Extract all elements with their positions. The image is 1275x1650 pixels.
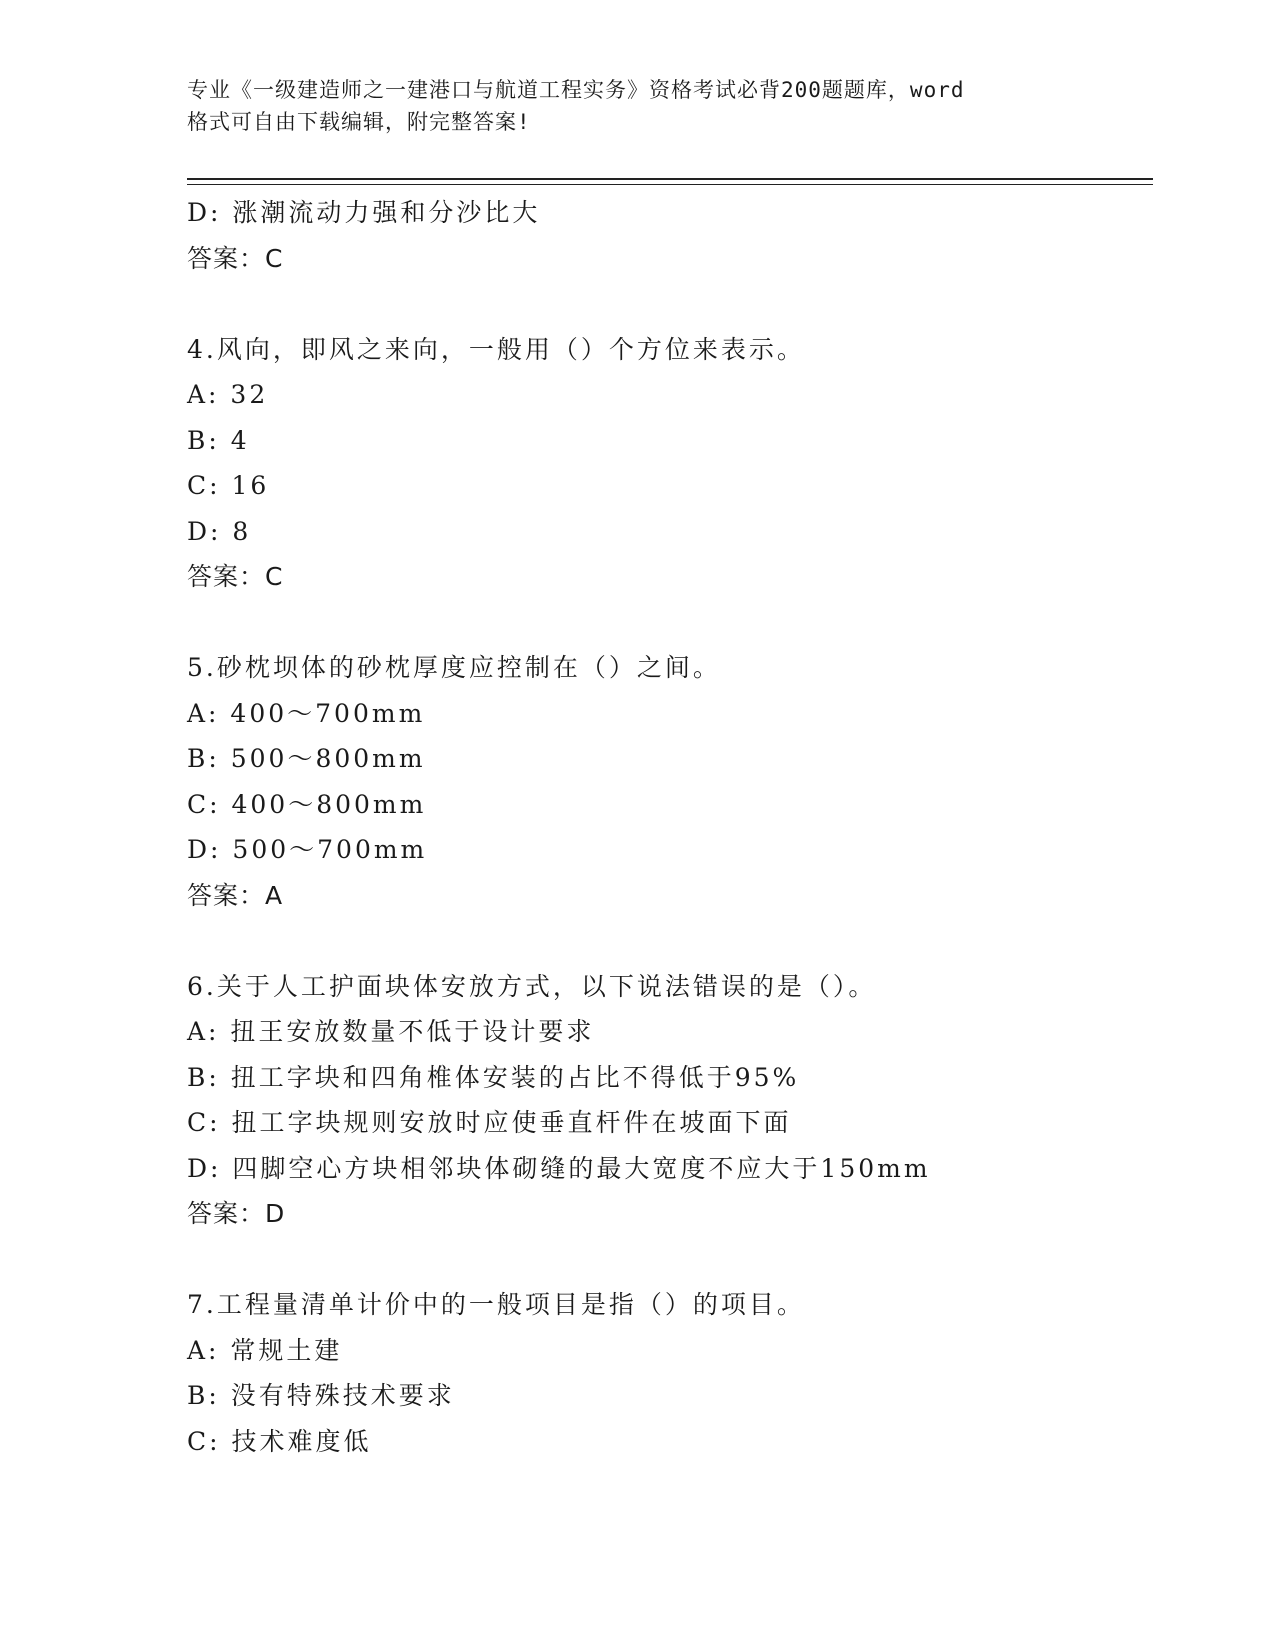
- option-c: C: 16: [187, 471, 270, 500]
- option-d: D: 四脚空心方块相邻块体砌缝的最大宽度不应大于150mm: [187, 1153, 931, 1183]
- question-block-6: [187, 964, 1153, 1237]
- question-text: 5.砂枕坝体的砂枕厚度应控制在（）之间。: [187, 653, 721, 682]
- option-c: C: 400～800mm: [187, 789, 427, 819]
- question-block-3: [187, 190, 1153, 281]
- spacer: [187, 918, 1153, 964]
- spacer: [187, 600, 1153, 646]
- option-c: C: 技术难度低: [187, 1426, 372, 1456]
- header-title-line-2: 格式可自由下载编辑，附完整答案!: [187, 110, 531, 134]
- question-list: [187, 190, 1153, 1464]
- question-block-7: [187, 1282, 1153, 1464]
- header-title-line-1: 专业《一级建造师之一建港口与航道工程实务》资格考试必背200题题库，word: [187, 78, 965, 102]
- option-b: B: 没有特殊技术要求: [187, 1381, 455, 1410]
- option-a: A: 扭王安放数量不低于设计要求: [187, 1017, 595, 1046]
- header-divider-thick: [187, 178, 1153, 180]
- answer-line: 答案：C: [187, 243, 284, 273]
- spacer: [187, 281, 1153, 327]
- question-block-5: [187, 645, 1153, 918]
- question-block-4: [187, 327, 1153, 600]
- option-d: D: 8: [187, 516, 252, 546]
- option-b: B: 4: [187, 425, 250, 455]
- spacer: [187, 1237, 1153, 1283]
- header-divider-thin: [187, 184, 1153, 185]
- option-b: B: 扭工字块和四角椎体安装的占比不得低于95%: [187, 1062, 800, 1092]
- answer-line: 答案：A: [187, 880, 284, 910]
- option-b: B: 500～800mm: [187, 744, 426, 773]
- question-text: 4.风向，即风之来向，一般用（）个方位来表示。: [187, 334, 805, 364]
- answer-line: 答案：C: [187, 562, 284, 591]
- option-a: A: 32: [187, 380, 269, 409]
- option-c: C: 扭工字块规则安放时应使垂直杆件在坡面下面: [187, 1108, 792, 1137]
- option-a: A: 400～700mm: [187, 698, 426, 728]
- question-text: 7.工程量清单计价中的一般项目是指（）的项目。: [187, 1290, 805, 1319]
- document-header: [187, 74, 1087, 138]
- option-d: D: 涨潮流动力强和分沙比大: [187, 198, 541, 227]
- option-a: A: 常规土建: [187, 1335, 343, 1365]
- answer-line: 答案：D: [187, 1199, 286, 1228]
- option-d: D: 500～700mm: [187, 835, 428, 864]
- question-text: 6.关于人工护面块体安放方式，以下说法错误的是（）。: [187, 971, 877, 1001]
